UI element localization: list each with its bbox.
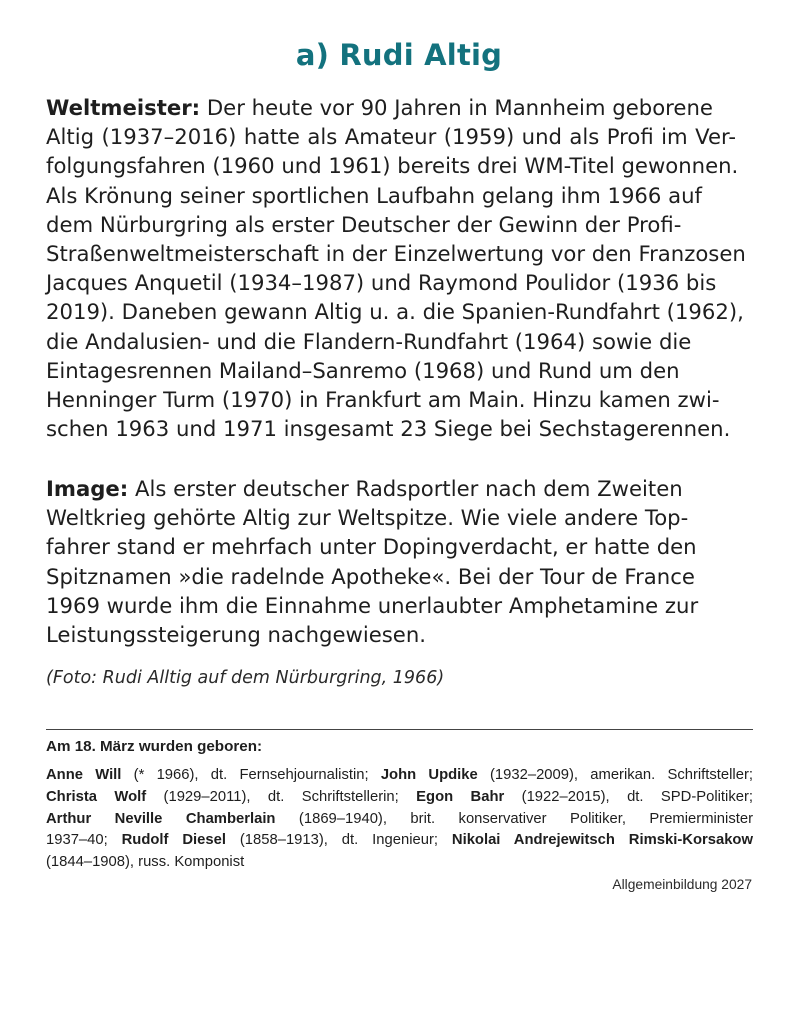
person-name: Nikolai Andrejewitsch Rimski-Korsakow — [451, 832, 753, 849]
text-line: dem Nürburgring als erster Deutscher der Gewinn der Profi- — [46, 211, 682, 237]
text-line: Eintagesrennen Mailand–Sanremo (1968) und Rund um den — [46, 357, 680, 383]
text-line: Henninger Turm (1970) in Frankfurt am Main. Hinzu kamen zwi- — [46, 387, 720, 413]
person-info: (1922–2015), dt. SPD-Politiker; — [504, 788, 753, 805]
paragraph-keyword: Image: — [46, 476, 129, 501]
person-info: 1937–40; — [46, 832, 122, 849]
person-info: (1858–1913), dt. Ingenieur; — [225, 832, 452, 849]
text-line: Leistungssteigerung nachgewiesen. — [46, 622, 427, 648]
person-name: Egon Bahr — [416, 788, 505, 805]
birthdays-line — [46, 765, 753, 787]
birthdays-line — [46, 787, 753, 809]
person-info: (* 1966), dt. Fernsehjournalistin; — [121, 767, 381, 783]
birthdays-line — [46, 830, 753, 852]
text-line: die Andalusien- und die Flandern-Rundfahrt (1964) sowie die — [46, 328, 692, 354]
text-fragment: Der heute vor 90 Jahren in Mannheim geborene — [200, 95, 713, 120]
text-line: fahrer stand er mehrfach unter Dopingverdacht, er hatte den — [46, 534, 697, 560]
footer-calendar-name: Allgemeinbildung 2027 — [612, 877, 752, 892]
text-fragment: Als erster deutscher Radsportler nach dem Zweiten — [128, 476, 683, 501]
text-line: Als Krönung seiner sportlichen Laufbahn gelang ihm 1966 auf — [46, 182, 702, 208]
text-line: Straßenweltmeisterschaft in der Einzelwertung vor den Franzosen — [46, 241, 746, 267]
text-line: Jacques Anquetil (1934–1987) und Raymond Poulidor (1936 bis — [46, 270, 717, 296]
text-line: folgungsfahren (1960 und 1961) bereits drei WM-Titel gewonnen. — [46, 153, 739, 179]
text-line: schen 1963 und 1971 insgesamt 23 Siege bei Sechstagerennen. — [46, 416, 731, 442]
person-name: Anne Will — [46, 767, 122, 783]
person-name: Arthur Neville Chamberlain — [46, 810, 276, 827]
person-info: (1932–2009), amerikan. Schriftsteller; — [477, 767, 753, 783]
text-line: Altig (1937–2016) hatte als Amateur (1959) und als Profi im Ver- — [46, 124, 736, 150]
paragraph-image — [46, 474, 736, 649]
paragraph-weltmeister — [46, 93, 746, 443]
birthdays-heading: Am 18. März wurden geboren: — [46, 738, 263, 755]
person-name: Christa Wolf — [46, 788, 147, 805]
person-name: John Updike — [380, 767, 478, 783]
page-title: a) Rudi Altig — [295, 38, 503, 72]
birthdays-line — [46, 809, 753, 831]
text-line — [46, 93, 736, 122]
person-info: (1929–2011), dt. Schriftstellerin; — [146, 788, 417, 805]
birthdays-list — [46, 765, 753, 874]
section-divider — [46, 729, 753, 730]
text-line: Spitznamen »die radelnde Apotheke«. Bei der Tour de France — [46, 563, 695, 589]
person-name: Rudolf Diesel — [121, 832, 226, 849]
birthdays-line — [46, 852, 753, 874]
photo-caption: (Foto: Rudi Alltig auf dem Nürburgring, 1966) — [46, 668, 445, 688]
person-info: (1869–1940), brit. konservativer Politiker, Premierminister — [275, 810, 753, 827]
paragraph-keyword: Weltmeister: — [46, 95, 201, 120]
text-line: 2019). Daneben gewann Altig u. a. die Spanien-Rundfahrt (1962), — [46, 299, 744, 325]
text-line: 1969 wurde ihm die Einnahme unerlaubter Amphetamine zur — [46, 592, 699, 618]
text-line — [46, 474, 736, 503]
person-info: (1844–1908), russ. Komponist — [46, 854, 245, 871]
text-line: Weltkrieg gehörte Altig zur Weltspitze. Wie viele andere Top- — [46, 505, 689, 531]
